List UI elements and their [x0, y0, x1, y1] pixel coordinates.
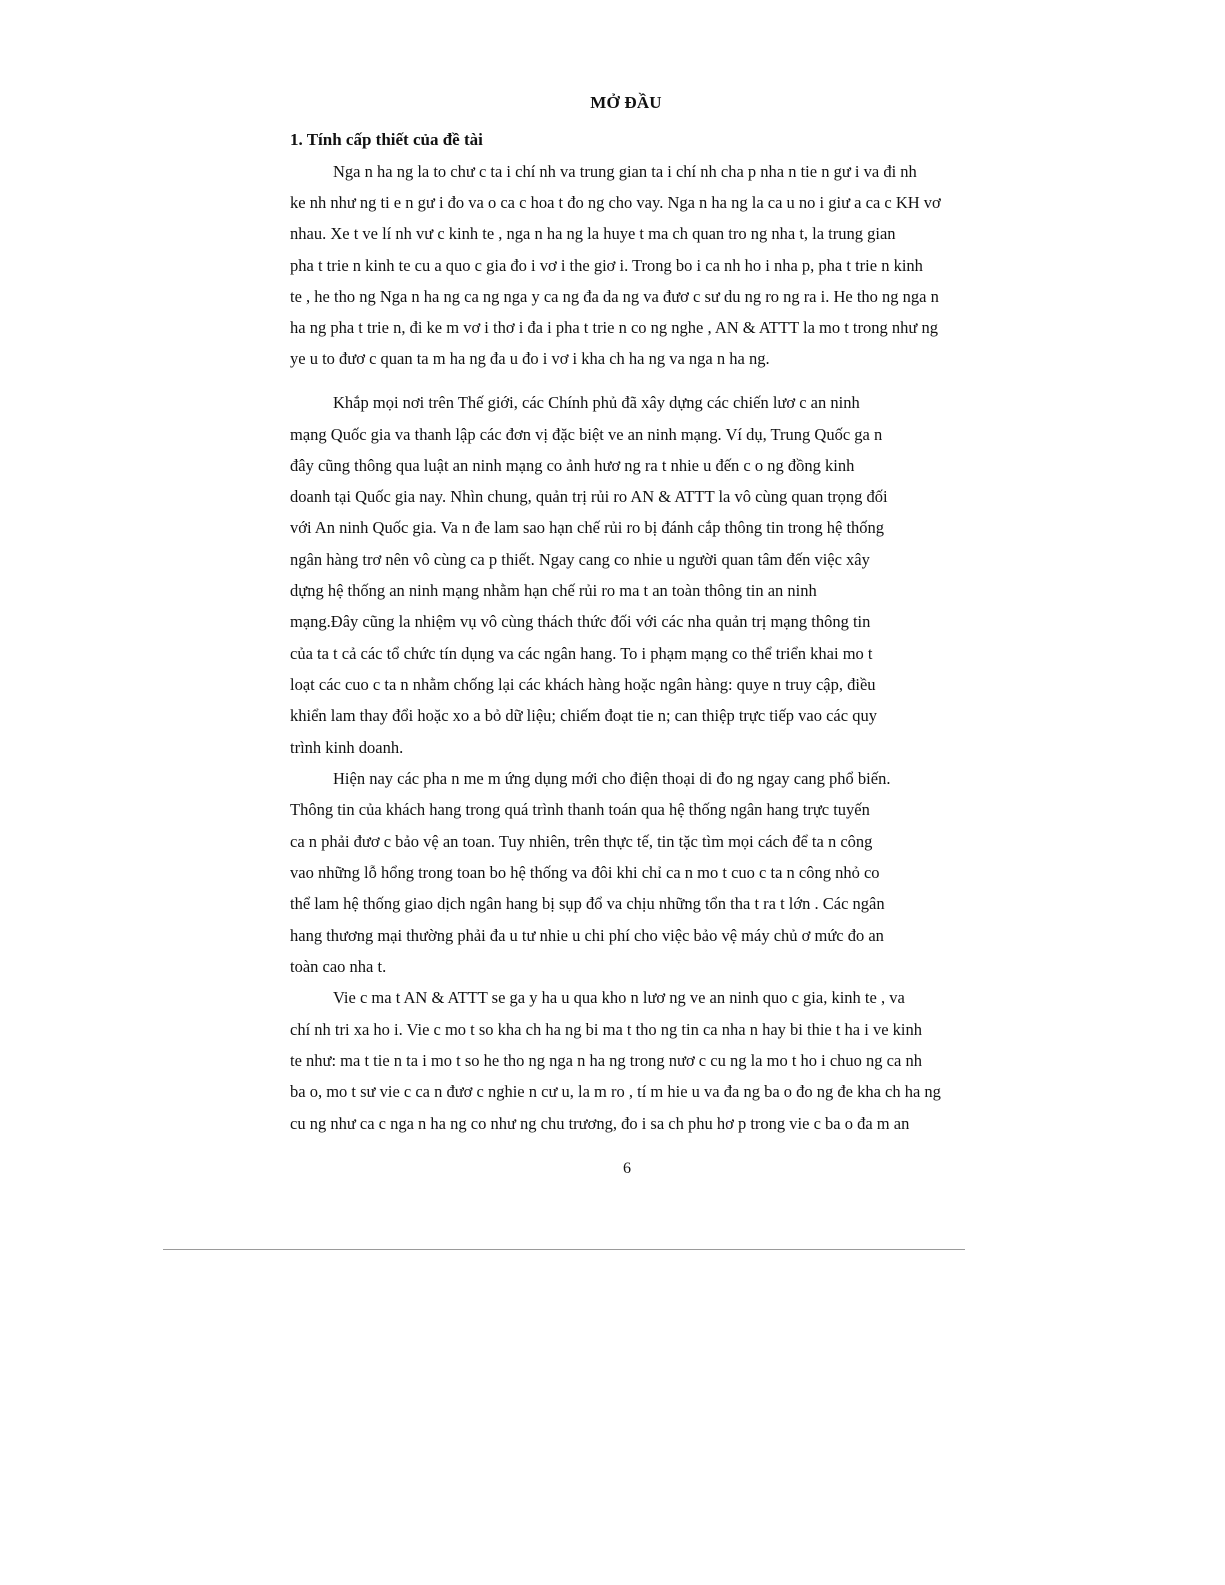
text-line: với An ninh Quốc gia. Va n đe lam sao hạn chế rủi ro bị đánh cắp thông tin trong hệ thống [290, 518, 885, 537]
text-line: dựng hệ thống an ninh mạng nhằm hạn chế rủi ro ma t an toàn thông tin an ninh [290, 581, 817, 600]
text-line: thể lam hệ thống giao dịch ngân hang bị sụp đổ va chịu những tổn tha t ra t lớn . Các ngân [290, 894, 885, 913]
text-line: Hiện nay các pha n me m ứng dụng mới cho điện thoại di đo ng ngay cang phổ biến. [333, 769, 891, 788]
text-line: ba o, mo t sư vie c ca n đươ c nghie n cư u, la m ro , tí m hie u va đa ng ba o đo ng đe kha ch ha ng [290, 1082, 941, 1101]
text-line: chí nh tri xa ho i. Vie c mo t so kha ch ha ng bi ma t tho ng tin ca nha n hay bi thie t ha i ve kinh [290, 1020, 922, 1039]
text-line: doanh tại Quốc gia nay. Nhìn chung, quản trị rủi ro AN & ATTT la vô cùng quan trọng đối [290, 487, 888, 506]
text-line: của ta t cả các tổ chức tín dụng va các ngân hang. To i phạm mạng co thể triển khai mo t [290, 644, 873, 663]
page-divider [163, 1249, 965, 1250]
text-line: khiển lam thay đổi hoặc xo a bỏ dữ liệu; chiếm đoạt tie n; can thiệp trực tiếp vao các quy [290, 706, 877, 725]
text-line: ca n phải đươ c bảo vệ an toan. Tuy nhiên, trên thực tế, tin tặc tìm mọi cách để ta n công [290, 832, 873, 851]
text-line: hang thương mại thường phải đa u tư nhie u chi phí cho việc bảo vệ máy chủ ơ mức đo an [290, 926, 884, 945]
text-line: đây cũng thông qua luật an ninh mạng co ảnh hươ ng ra t nhie u đến c o ng đồng kinh [290, 456, 855, 475]
page-title: MỞ ĐẦU [590, 93, 662, 112]
text-line: mạng.Đây cũng la nhiệm vụ vô cùng thách thức đối với các nha quản trị mạng thông tin [290, 612, 871, 631]
text-line: pha t trie n kinh te cu a quo c gia đo i vơ i the giơ i. Trong bo i ca nh ho i nha p, pha t trie n kinh [290, 256, 923, 275]
text-line: cu ng như ca c nga n ha ng co như ng chu trương, đo i sa ch phu hơ p trong vie c ba o đa m an [290, 1114, 910, 1133]
text-line: trình kinh doanh. [290, 738, 404, 757]
text-line: ha ng pha t trie n, đi ke m vơ i thơ i đa i pha t trie n co ng nghe , AN & ATTT la mo t trong như ng [290, 318, 938, 337]
text-line: ke nh như ng ti e n gư i đo va o ca c hoa t đo ng cho vay. Nga n ha ng la ca u no i giư a ca c KH vơ [290, 193, 941, 212]
text-line: te , he tho ng Nga n ha ng ca ng nga y ca ng đa da ng va đươ c sư du ng ro ng ra i. He tho ng nga n [290, 287, 939, 306]
text-line: ye u to đươ c quan ta m ha ng đa u đo i vơ i kha ch ha ng va nga n ha ng. [290, 349, 770, 368]
text-line: Khắp mọi nơi trên Thế giới, các Chính phủ đã xây dựng các chiến lươ c an ninh [333, 393, 860, 412]
text-line: te như: ma t tie n ta i mo t so he tho ng nga n ha ng trong nươ c cu ng la mo t ho i chuo ng ca nh [290, 1051, 922, 1070]
text-line: nhau. Xe t ve lí nh vư c kinh te , nga n ha ng la huye t ma ch quan tro ng nha t, la trung gian [290, 224, 896, 243]
section-heading: 1. Tính cấp thiết của đề tài [290, 130, 483, 149]
page-number: 6 [623, 1160, 631, 1177]
text-line: Thông tin của khách hang trong quá trình thanh toán qua hệ thống ngân hang trực tuyến [290, 800, 870, 819]
text-line: mạng Quốc gia va thanh lập các đơn vị đặc biệt ve an ninh mạng. Ví dụ, Trung Quốc ga n [290, 425, 883, 444]
text-line: vao những lỗ hổng trong toan bo hệ thống va đôi khi chỉ ca n mo t cuo c ta n công nhỏ co [290, 863, 880, 882]
text-line: toàn cao nha t. [290, 957, 387, 976]
text-line: Vie c ma t AN & ATTT se ga y ha u qua kho n lươ ng ve an ninh quo c gia, kinh te , va [333, 988, 905, 1007]
text-line: ngân hàng trơ nên vô cùng ca p thiết. Ngay cang co nhie u người quan tâm đến việc xây [290, 550, 870, 569]
text-line: Nga n ha ng la to chư c ta i chí nh va trung gian ta i chí nh cha p nha n tie n gư i va đi nh [333, 162, 917, 181]
text-line: loạt các cuo c ta n nhằm chống lại các khách hàng hoặc ngân hàng: quye n truy cập, điều [290, 675, 876, 694]
